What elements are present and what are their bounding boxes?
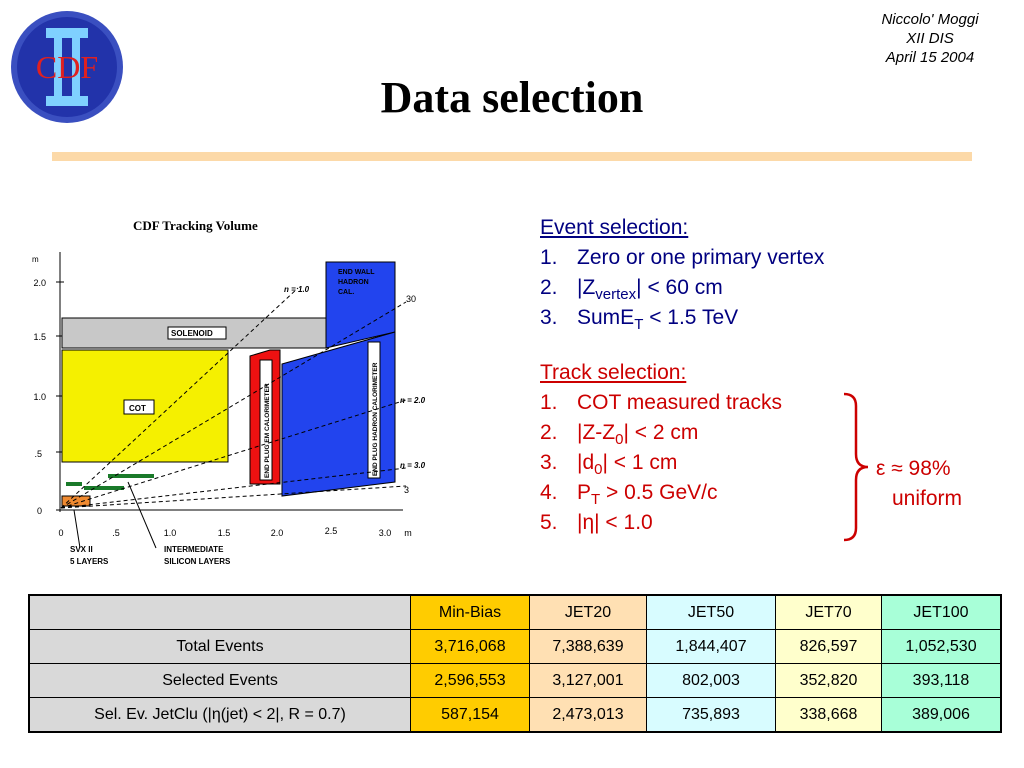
y-axis-unit: m	[32, 255, 39, 264]
table-row	[29, 698, 1001, 733]
conference-name: XII DIS	[906, 30, 954, 47]
row-label: Total Events	[29, 630, 411, 664]
efficiency-label: ε ≈ 98%	[876, 457, 951, 480]
presentation-date: April 15 2004	[885, 49, 975, 66]
eta-3-label: n = 3.0	[400, 461, 426, 470]
table-cell: 352,820	[776, 664, 882, 698]
list-item: 3. $|d_0| < 1$ cm	[540, 451, 678, 479]
isl-label: INTERMEDIATE	[164, 545, 224, 554]
column-header: JET20	[530, 595, 647, 630]
cot-label: COT	[129, 404, 146, 413]
table-cell: 389,006	[882, 698, 1002, 733]
list-item: 1. COT measured tracks	[540, 391, 783, 414]
tracking-volume-figure	[28, 212, 448, 578]
table-cell: 3,127,001	[530, 664, 647, 698]
track-selection	[540, 358, 782, 538]
table-cell: 338,668	[776, 698, 882, 733]
x-tick-label: 2.0	[270, 528, 284, 538]
column-header: JET70	[776, 595, 882, 630]
table-cell: 7,388,639	[530, 630, 647, 664]
list-item: 4. $P_T > 0.5$ GeV/c	[540, 481, 718, 509]
table-cell: 2,596,553	[411, 664, 530, 698]
column-header: JET50	[647, 595, 776, 630]
track-selection-heading: Track selection:	[540, 361, 687, 384]
table-cell: 587,154	[411, 698, 530, 733]
end-wall-label: END WALL	[338, 269, 375, 276]
list-item: 2. $|Z-Z_0| < 2$ cm	[540, 421, 699, 449]
table-cell: 802,003	[647, 664, 776, 698]
x-tick-label: .5	[112, 528, 120, 538]
event-selection	[540, 213, 824, 333]
table-corner-cell	[29, 595, 411, 630]
angle-3-label: 3	[404, 485, 410, 495]
eta-2-label: n = 2.0	[400, 396, 426, 405]
x-tick-label: 1.0	[163, 528, 177, 538]
y-tick-label: 2.0	[33, 278, 46, 288]
isl-label: SILICON LAYERS	[164, 557, 231, 566]
svx-label: SVX II	[70, 545, 93, 554]
y-tick-label: .5	[34, 449, 42, 459]
row-label: Sel. Ev. JetClu (|η(jet) < 2|, R = 0.7)	[29, 698, 411, 733]
list-item: 5. |η| < 1.0	[540, 511, 653, 534]
table-header-row	[29, 595, 1001, 630]
table-row	[29, 630, 1001, 664]
uniform-label: uniform	[892, 487, 963, 510]
row-label: Selected Events	[29, 664, 411, 698]
end-wall-label: HADRON	[338, 279, 369, 286]
y-tick-label: 1.0	[33, 392, 46, 402]
column-header: JET100	[882, 595, 1002, 630]
table-cell: 735,893	[647, 698, 776, 733]
table-cell: 3,716,068	[411, 630, 530, 664]
event-selection-heading: Event selection:	[540, 216, 689, 239]
title-divider	[52, 152, 972, 161]
table-cell: 826,597	[776, 630, 882, 664]
logo-text: CDF	[35, 49, 99, 85]
eta-1-label: n = 1.0	[284, 285, 310, 294]
table-cell: 1,844,407	[647, 630, 776, 664]
author-name: Niccolo' Moggi	[881, 11, 979, 28]
x-tick-label: 3.0	[378, 528, 392, 538]
author-info	[850, 10, 1010, 67]
end-wall-label: CAL.	[338, 289, 355, 296]
x-tick-label: 1.5	[217, 528, 231, 538]
x-axis-unit: m	[404, 528, 412, 538]
y-tick-label: 0	[36, 506, 42, 516]
x-tick-label: 0	[58, 528, 64, 538]
x-tick-label: 2.5	[324, 526, 338, 536]
event-counts-table	[28, 594, 1002, 733]
hadron-calorimeter-label: END PLUG HADRON CALORIMETER	[372, 362, 379, 476]
table-cell: 393,118	[882, 664, 1002, 698]
figure-title: CDF Tracking Volume	[133, 218, 258, 233]
solenoid-label: SOLENOID	[171, 329, 213, 338]
list-item: 3. SumE$_T$ < 1.5 TeV	[540, 306, 739, 334]
table-row	[29, 664, 1001, 698]
angle-30-label: 30	[406, 294, 417, 304]
em-calorimeter-label: END PLUG EM CALORIMETER	[264, 383, 271, 478]
table-cell: 1,052,530	[882, 630, 1002, 664]
svx-label: 5 LAYERS	[70, 557, 109, 566]
list-item: 2. $|Z_{vertex}| < 60$ cm	[540, 276, 723, 304]
y-tick-label: 1.5	[33, 332, 46, 342]
column-header: Min-Bias	[411, 595, 530, 630]
slide-title: Data selection	[380, 73, 644, 122]
list-item: 1. Zero or one primary vertex	[540, 246, 825, 269]
table-cell: 2,473,013	[530, 698, 647, 733]
curly-brace	[840, 392, 870, 542]
